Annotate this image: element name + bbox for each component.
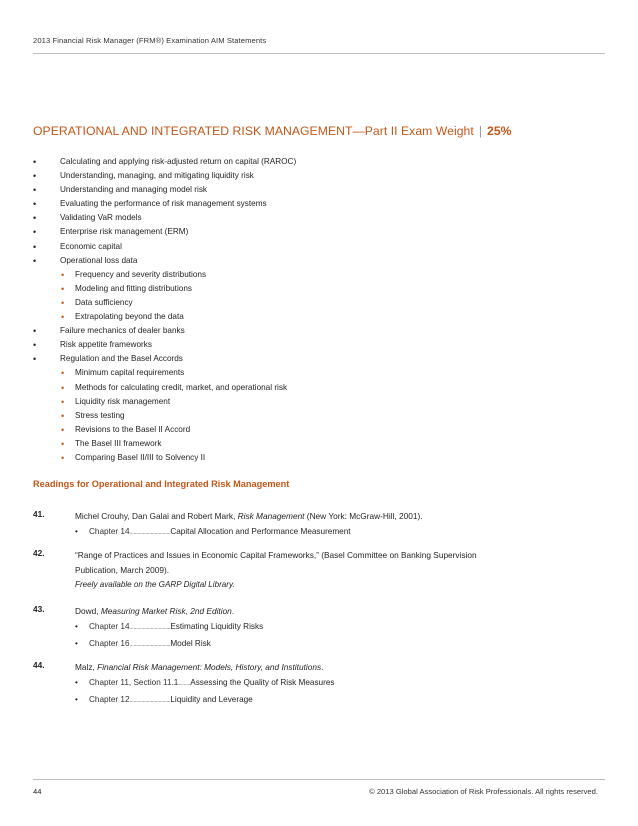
subtopic-item <box>33 366 593 380</box>
chapter-list <box>75 675 593 709</box>
exam-weight: 25% <box>487 124 512 138</box>
chapter-item <box>75 692 593 709</box>
reading-43 <box>33 604 593 653</box>
topic-text: Frequency and severity distributions <box>75 269 207 279</box>
page-header: 2013 Financial Risk Manager (FRM®) Examination AIM Statements <box>33 36 267 45</box>
topic-text: Data sufficiency <box>75 297 133 307</box>
reading-citation <box>75 604 593 619</box>
topic-item <box>33 324 593 338</box>
topic-text: Validating VaR models <box>60 213 142 223</box>
dot-leader: ......... <box>178 681 191 687</box>
subtopic-item <box>33 423 593 437</box>
topic-text: Enterprise risk management (ERM) <box>60 227 189 237</box>
chapter-list <box>75 619 593 653</box>
bullet: • <box>75 695 78 704</box>
subtopic-item <box>33 381 593 395</box>
dot-leader: ............................... <box>129 530 171 536</box>
topic-item <box>33 211 593 225</box>
bullet: • <box>33 255 37 266</box>
topic-item <box>33 169 593 183</box>
chapter-number: Chapter 11, Section 11.1 <box>89 678 179 687</box>
bullet: • <box>33 354 37 365</box>
bullet: • <box>61 283 65 294</box>
topic-text: Modeling and fitting distributions <box>75 283 192 293</box>
topic-text: Calculating and applying risk-adjusted return on capital (RAROC) <box>60 157 297 166</box>
dot-leader: ............................... <box>129 698 171 704</box>
topic-item <box>33 155 593 169</box>
bullet: • <box>33 171 37 182</box>
topic-text: Risk appetite frameworks <box>60 340 152 350</box>
bullet: • <box>75 639 78 648</box>
chapter-list <box>75 524 593 541</box>
topic-text: Minimum capital requirements <box>75 368 185 378</box>
bullet: • <box>75 678 78 687</box>
reading-citation <box>75 509 593 524</box>
bullet: • <box>61 452 65 463</box>
reading-punctuation: . <box>321 662 324 672</box>
chapter-number: Chapter 14 <box>89 622 130 631</box>
topic-text: Understanding, managing, and mitigating liquidity risk <box>60 171 254 181</box>
subtopic-item <box>33 310 593 324</box>
reading-citation-line-2: Publication, March 2009). <box>75 565 170 575</box>
topic-text: Liquidity risk management <box>75 396 171 406</box>
topic-text: Stress testing <box>75 410 125 420</box>
topic-text: Operational loss data <box>60 255 138 265</box>
reading-punctuation: . <box>231 606 235 616</box>
topic-text: Regulation and the Basel Accords <box>60 354 183 364</box>
reading-citation <box>75 660 593 675</box>
topic-item <box>33 352 593 366</box>
subtopic-item <box>33 296 593 310</box>
dot-leader: ............................... <box>129 625 171 631</box>
section-title <box>33 124 593 138</box>
bullet: • <box>33 241 37 252</box>
bullet: • <box>61 297 65 308</box>
topic-text: Extrapolating beyond the data <box>75 312 184 322</box>
topic-item <box>33 225 593 239</box>
topic-text: Failure mechanics of dealer banks <box>60 326 185 336</box>
reading-42 <box>33 548 593 592</box>
chapter-title: Capital Allocation and Performance Measurement <box>170 527 351 536</box>
chapter-title: Liquidity and Leverage <box>170 695 253 704</box>
reading-availability-note: Freely available on the GARP Digital Library. <box>75 580 235 589</box>
topic-item <box>33 197 593 211</box>
topic-text: Economic capital <box>60 241 122 251</box>
reading-44 <box>33 660 593 709</box>
reading-number: 42. <box>33 548 45 558</box>
reading-authors: Michel Crouhy, Dan Galai and Robert Mark, <box>75 511 238 521</box>
topic-item <box>33 254 593 268</box>
subtopic-item <box>33 409 593 423</box>
bullet: • <box>33 213 37 224</box>
chapter-item <box>75 524 593 541</box>
chapter-title: Assessing the Quality of Risk Measures <box>190 678 335 687</box>
footer-divider <box>33 779 605 780</box>
topic-item <box>33 240 593 254</box>
subtopic-item <box>33 451 593 465</box>
subtopic-item <box>33 282 593 296</box>
bullet: • <box>61 312 65 323</box>
title-separator: | <box>478 124 483 138</box>
chapter-title: Model Risk <box>170 639 211 648</box>
topic-item <box>33 338 593 352</box>
topic-list <box>33 155 593 465</box>
subtopic-item <box>33 268 593 282</box>
chapter-number: Chapter 14 <box>89 527 130 536</box>
bullet: • <box>33 326 37 337</box>
reading-publisher: (New York: McGraw-Hill, 2001). <box>304 511 423 521</box>
bullet: • <box>33 157 37 167</box>
bullet: • <box>33 227 37 238</box>
reading-number: 43. <box>33 604 45 614</box>
chapter-number: Chapter 16 <box>89 639 130 648</box>
readings-heading: Readings for Operational and Integrated Risk Management <box>33 479 290 489</box>
bullet: • <box>33 199 37 210</box>
subtopic-item <box>33 437 593 451</box>
bullet: • <box>33 185 37 196</box>
dot-leader: ............................... <box>129 642 171 648</box>
reading-authors: Malz, <box>75 662 98 672</box>
bullet: • <box>61 382 65 393</box>
reading-number: 44. <box>33 660 45 670</box>
topic-text: The Basel III framework <box>75 438 162 448</box>
reading-authors: Dowd, <box>75 606 101 616</box>
chapter-item <box>75 675 593 692</box>
header-divider <box>33 53 605 54</box>
topic-text: Evaluating the performance of risk management systems <box>60 199 267 209</box>
reading-title: Risk Management <box>237 511 305 521</box>
chapter-item <box>75 619 593 636</box>
bullet: • <box>75 622 78 631</box>
reading-title: Financial Risk Management: Models, History, and Institutions <box>97 662 322 672</box>
topic-text: Methods for calculating credit, market, and operational risk <box>75 382 288 392</box>
reading-citation-line-1: “Range of Practices and Issues in Economic Capital Frameworks,” (Basel Committee on Banking Supervision <box>75 550 477 560</box>
topic-text: Comparing Basel II/III to Solvency II <box>75 452 206 462</box>
topic-text: Understanding and managing model risk <box>60 185 208 195</box>
page-number: 44 <box>33 787 42 796</box>
chapter-number: Chapter 12 <box>89 695 130 704</box>
chapter-title: Estimating Liquidity Risks <box>170 622 264 631</box>
reading-number: 41. <box>33 509 45 519</box>
reading-41 <box>33 509 593 541</box>
section-title-text: OPERATIONAL AND INTEGRATED RISK MANAGEMENT—Part II Exam Weight <box>33 124 474 138</box>
topic-item <box>33 183 593 197</box>
reading-title: Measuring Market Risk, 2nd Edition <box>100 606 232 616</box>
bullet: • <box>61 438 65 449</box>
bullet: • <box>61 424 65 435</box>
bullet: • <box>33 340 37 351</box>
bullet: • <box>61 269 65 280</box>
topic-text: Revisions to the Basel II Accord <box>75 424 191 434</box>
bullet: • <box>61 396 65 407</box>
bullet: • <box>75 527 78 536</box>
copyright-notice: © 2013 Global Association of Risk Professionals. All rights reserved. <box>369 787 598 796</box>
bullet: • <box>61 410 65 421</box>
bullet: • <box>61 368 65 379</box>
subtopic-item <box>33 395 593 409</box>
chapter-item <box>75 636 593 653</box>
